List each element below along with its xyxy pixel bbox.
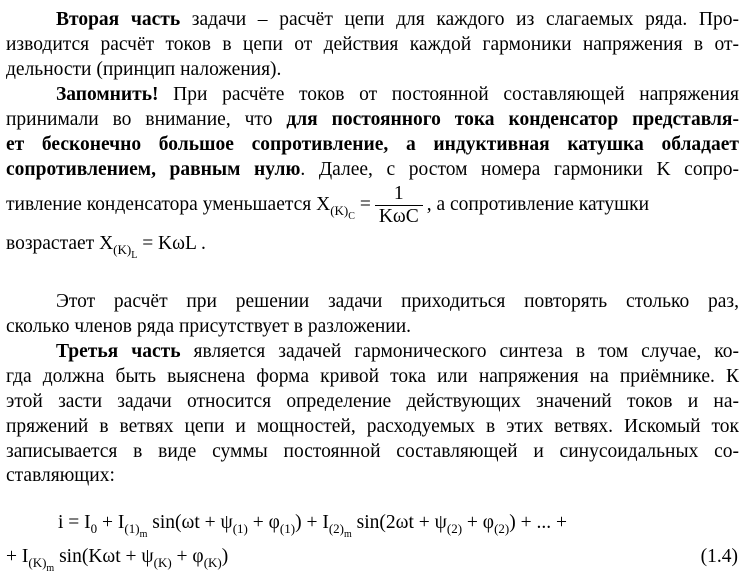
p2-text-5b: , а сопротивление катушки	[426, 194, 650, 215]
frac-denominator: KωC	[378, 206, 419, 228]
frac-numerator: 1	[375, 183, 423, 206]
f-a2s-group	[124, 521, 148, 540]
f-a7s: (2)	[494, 521, 510, 536]
f-a4: + φ	[247, 512, 280, 533]
xl-symbol	[99, 233, 138, 261]
xc-x: X	[316, 194, 331, 215]
xc-symbol	[316, 194, 355, 222]
xc-subsub: C	[348, 211, 355, 222]
p2-line-3	[6, 133, 739, 157]
f-b3: + φ	[171, 546, 204, 567]
formula-line-2	[6, 544, 228, 582]
f-b1: + I	[6, 546, 29, 567]
p3-line-1: Этот расчёт при решении задачи приходиться повторять столько раз,	[56, 291, 739, 312]
f-b4: )	[221, 546, 229, 567]
p1-text-1: задачи – расчёт цепи для каждого из слагаемых ряда. Про-	[180, 9, 739, 30]
p4-text-1: является задачей гармонического синтеза в том случае, ко-	[180, 341, 739, 362]
xl-subsub: L	[131, 250, 138, 261]
p2-line-1	[6, 83, 739, 107]
xc-eq: =	[354, 194, 371, 215]
f-b1s: (K)	[28, 555, 47, 570]
f-a5: ) + I	[295, 512, 329, 533]
f-a4s: (1)	[279, 521, 296, 536]
capacitive-reactance-fraction	[375, 183, 423, 228]
p2-text-4: . Далее, с ростом номера гармоники K сопро-	[300, 159, 739, 180]
p4-line-1	[6, 340, 739, 364]
xl-x: X	[99, 233, 114, 254]
f-a8: ) + ... +	[509, 512, 567, 533]
p4-bold-lead: Третья часть	[56, 341, 181, 362]
f-a2s: (1)	[124, 521, 140, 536]
p1-line-3: дельности (принцип наложения).	[6, 59, 282, 80]
p2-text-1: При расчёте токов от постоянной составляющей напряжения	[158, 84, 739, 105]
p2-text-6b: = KωL .	[137, 233, 206, 254]
p2-text-2a: принимали во внимание, что	[6, 109, 287, 130]
f-b3s: (K)	[203, 555, 222, 570]
xc-sub-text: (K)	[330, 203, 349, 218]
equation-number: (1.4)	[700, 546, 738, 567]
f-a5ss: m	[344, 529, 352, 540]
f-b2: sin(Kωt + ψ	[54, 546, 154, 567]
p2-line-5	[6, 182, 739, 228]
p2-bold-lead: Запомнить!	[56, 84, 159, 105]
xc-sub	[330, 203, 355, 222]
p2-text-5a: тивление конденсатора уменьшается	[6, 194, 317, 215]
p4-line-3: этой засти задачи относится определение действующих значений токов и на-	[6, 391, 739, 412]
f-a6s: (2)	[446, 521, 463, 536]
p2-text-6a: возрастает	[6, 233, 100, 254]
f-a5s: (2)	[328, 521, 344, 536]
xl-sub	[113, 242, 138, 261]
p1-line-1	[6, 8, 739, 32]
p4-line-2: гда должна быть выяснена форма кривой тока или напряжения на приёмнике. К	[6, 366, 739, 387]
p1-bold-lead: Вторая часть	[56, 9, 181, 30]
f-b1s-group	[28, 555, 55, 574]
p3-line-2: сколько членов ряда присутствует в разложении.	[6, 316, 412, 337]
p2-line-2	[6, 108, 739, 132]
p2-bold-4: сопротивлением, равным нулю	[6, 159, 301, 180]
xl-sub-text: (K)	[113, 242, 132, 257]
f-a6: sin(2ωt + ψ	[351, 512, 447, 533]
f-a3: sin(ωt + ψ	[147, 512, 233, 533]
f-a3s: (1)	[232, 521, 248, 536]
f-a2: + I	[97, 512, 125, 533]
f-b2s: (K)	[153, 555, 172, 570]
p4-line-6: ставляющих:	[6, 465, 115, 486]
p1-line-2: изводится расчёт токов в цепи от действия каждой гармоники напряжения в от-	[6, 34, 739, 55]
f-a1: i = I	[58, 512, 91, 533]
p4-line-5: записывается в виде суммы постоянной составляющей и синусоидальных со-	[6, 441, 739, 462]
p2-line-4	[6, 158, 739, 182]
p2-bold-2b: для постоянного тока конденсатор представля-	[286, 109, 739, 130]
p4-line-4: пряжений в ветвях цепи и мощностей, расходуемых в этих ветвях. Искомый ток	[6, 416, 739, 437]
p2-line-6	[6, 232, 739, 268]
f-a7: + φ	[462, 512, 495, 533]
p2-bold-3: ет бесконечно большое сопротивление, а индуктивная катушка обладает	[6, 134, 739, 155]
f-a1s: 0	[90, 521, 98, 536]
f-a2ss: m	[139, 529, 148, 540]
f-b1ss: m	[46, 563, 55, 574]
f-a5s-group	[328, 521, 352, 540]
formula-line-1	[58, 510, 567, 548]
